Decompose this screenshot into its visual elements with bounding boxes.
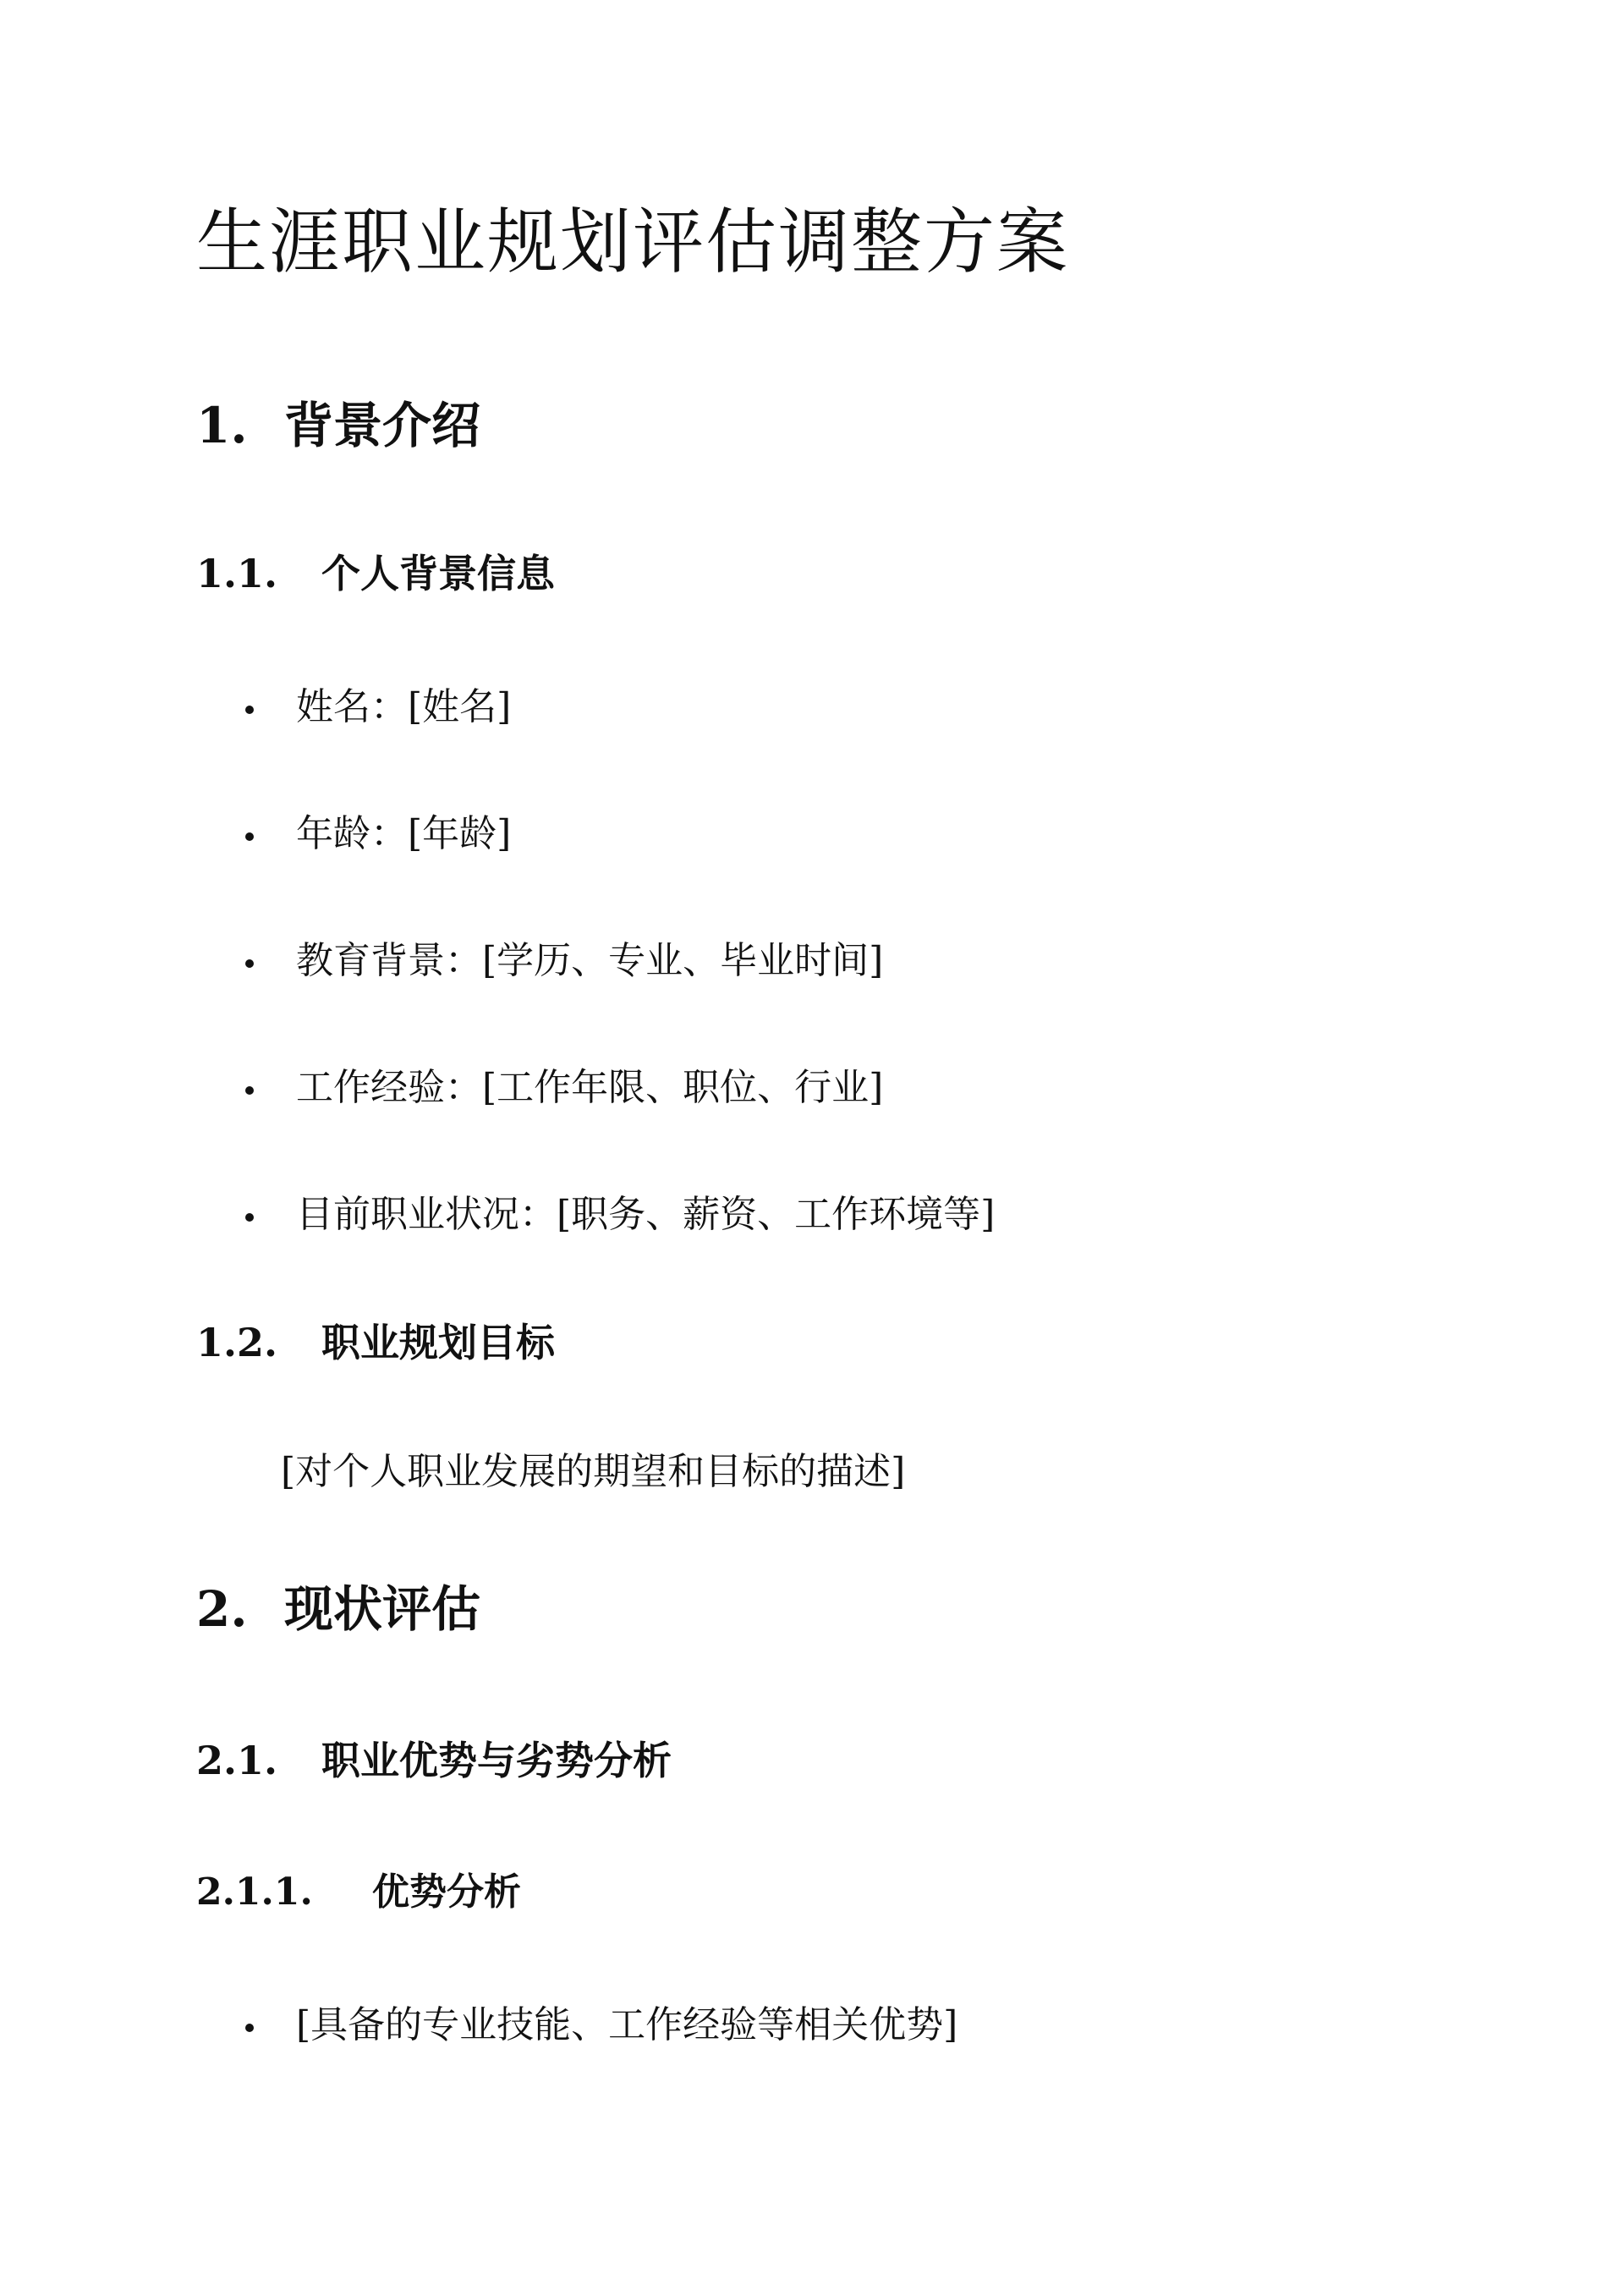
subsubsection-number: 2.1.1.	[196, 1870, 313, 1914]
subsubsection-heading-2-1-1	[196, 1870, 521, 1914]
section-number: 1.	[196, 397, 248, 454]
bullet-icon	[245, 832, 254, 841]
list-item-text: [具备的专业技能、工作经验等相关优势]	[296, 2003, 958, 2046]
subsection-number: 1.2.	[196, 1320, 278, 1365]
section-title: 现状评估	[284, 1580, 481, 1638]
list-item-text: 年龄：[年龄]	[296, 812, 512, 855]
subsection-title: 个人背景信息	[321, 551, 555, 596]
bullet-icon	[245, 1213, 254, 1222]
paragraph: [对个人职业发展的期望和目标的描述]	[281, 1450, 906, 1493]
section-number: 2.	[196, 1580, 248, 1638]
bullet-icon	[245, 706, 254, 714]
subsection-title: 职业优势与劣势分析	[321, 1738, 672, 1783]
subsection-heading-1-1	[196, 551, 555, 596]
section-heading-2	[196, 1580, 481, 1638]
list-item-text: 工作经验：[工作年限、职位、行业]	[296, 1066, 884, 1109]
subsection-heading-1-2	[196, 1320, 555, 1365]
bullet-icon	[245, 1086, 254, 1095]
list-item-text: 教育背景：[学历、专业、毕业时间]	[296, 939, 884, 982]
section-title: 背景介绍	[284, 397, 481, 454]
list-item-text: 目前职业状况：[职务、薪资、工作环境等]	[296, 1193, 996, 1236]
subsection-number: 2.1.	[196, 1738, 278, 1783]
page-title: 生涯职业规划评估调整方案	[196, 200, 1070, 283]
section-heading-1	[196, 397, 481, 454]
subsubsection-title: 优势分析	[372, 1870, 521, 1914]
list-item-text: 姓名：[姓名]	[296, 685, 512, 728]
subsection-title: 职业规划目标	[321, 1320, 555, 1365]
subsection-heading-2-1	[196, 1738, 672, 1783]
bullet-icon	[245, 959, 254, 968]
subsection-number: 1.1.	[196, 551, 278, 596]
bullet-icon	[245, 2024, 254, 2032]
